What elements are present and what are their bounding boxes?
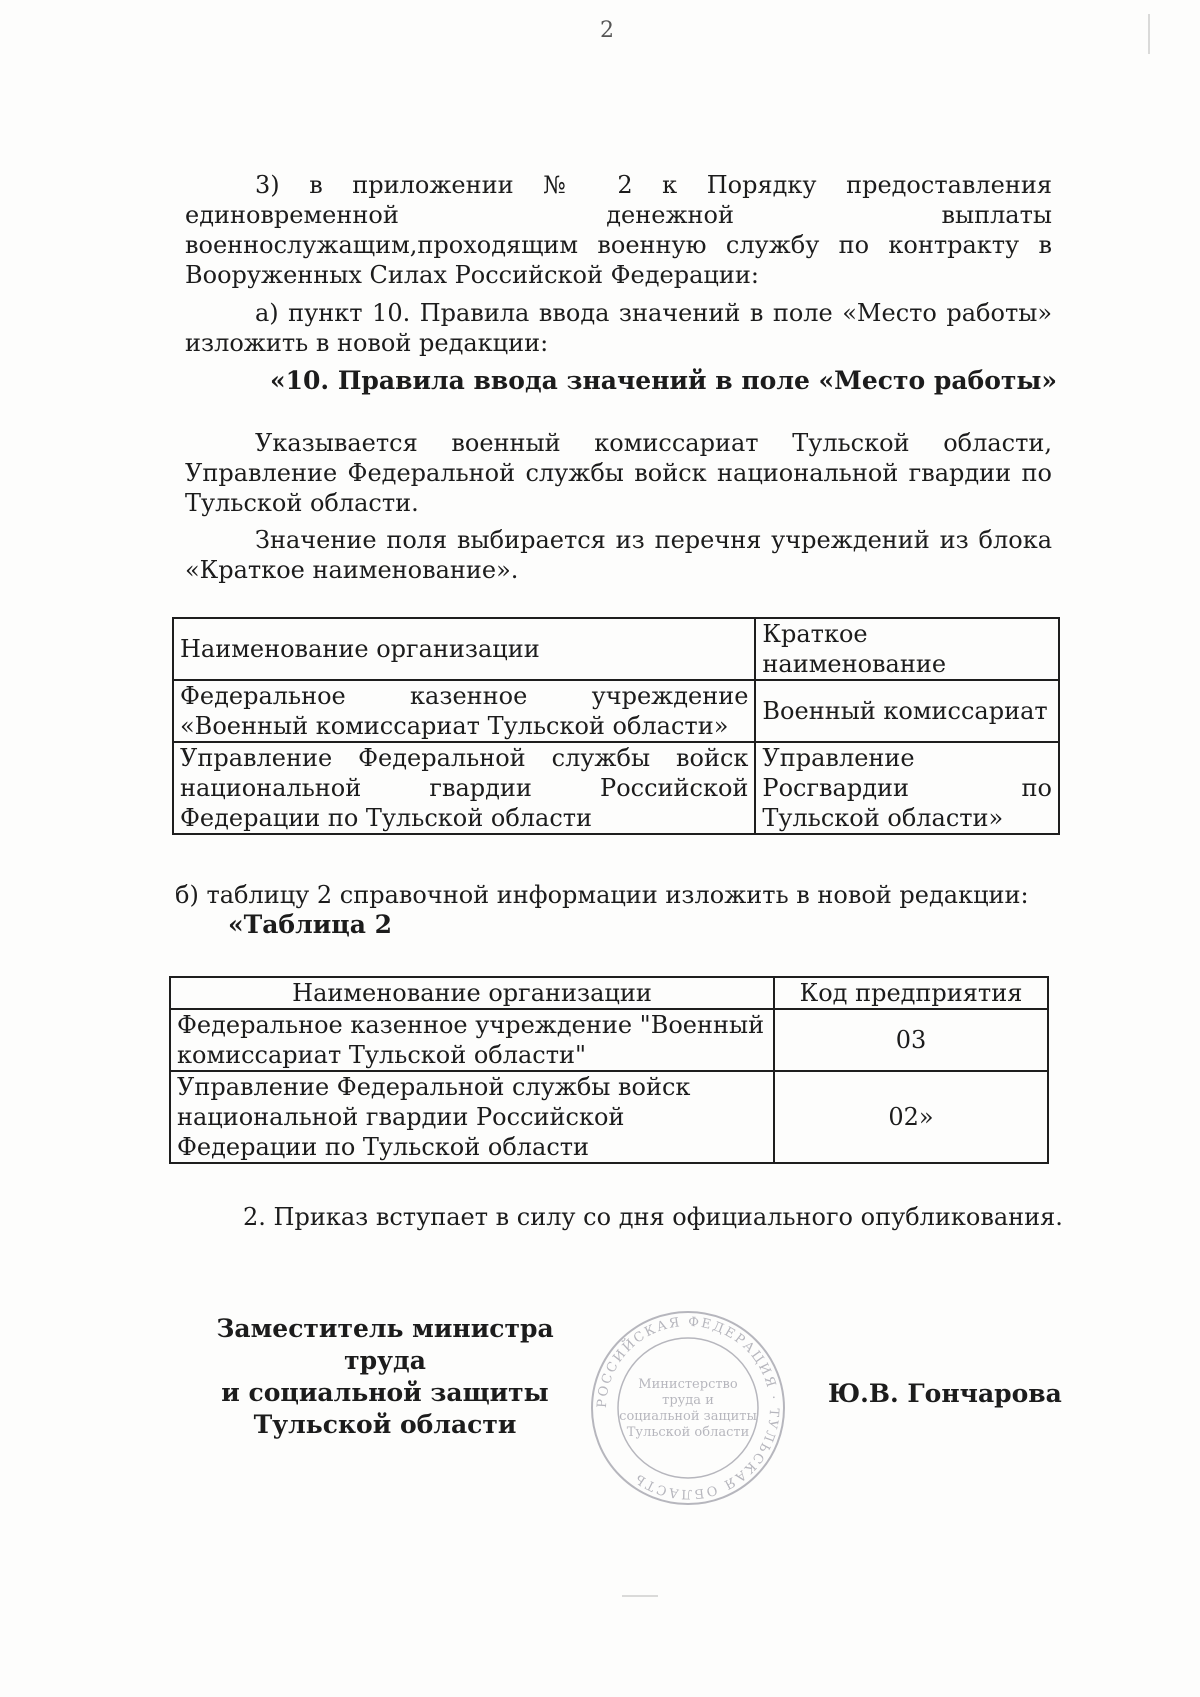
table-cell: Федеральное казенное учреждение «Военный комиссариат Тульской области» xyxy=(173,680,755,742)
item-a-text: а) пункт 10. Правила ввода значений в поле «Место работы» изложить в новой редакции: xyxy=(185,299,1052,357)
stamp-inner-ring xyxy=(618,1338,758,1478)
table-row xyxy=(170,977,1048,1009)
scan-artifact xyxy=(1148,14,1150,54)
signature-position-line: Тульской области xyxy=(253,1410,517,1439)
table-header-cell: Краткое наименование xyxy=(755,618,1059,680)
stamp-inner-text: Тульской области xyxy=(626,1425,750,1440)
signature-position xyxy=(190,1313,580,1441)
table-cell: Управление Федеральной службы войск национальной гвардии Российской Федерации по Тульской области xyxy=(173,742,755,834)
table-row xyxy=(170,1009,1048,1071)
table-row xyxy=(173,742,1059,834)
table-2-title: «Таблица 2 xyxy=(228,910,393,939)
stamp-outer-ring xyxy=(592,1312,784,1504)
table-row xyxy=(173,680,1059,742)
point-10-text-2: Значение поля выбирается из перечня учреждений из блока «Краткое наименование». xyxy=(185,526,1052,584)
table-2 xyxy=(169,976,1049,1164)
signatory-name: Ю.В. Гончарова xyxy=(828,1379,1062,1408)
stamp-inner-text: социальной защиты xyxy=(619,1409,757,1424)
section-2-text: 2. Приказ вступает в силу со дня официального опубликования. xyxy=(243,1203,1063,1231)
table-header-cell: Код предприятия xyxy=(774,977,1048,1009)
item-b-text: б) таблицу 2 справочной информации изложить в новой редакции: xyxy=(175,881,1029,909)
signature-position-line: и социальной защиты xyxy=(221,1378,549,1407)
stamp-inner-text: Министерство xyxy=(638,1377,738,1392)
table-header-cell: Наименование организации xyxy=(173,618,755,680)
official-stamp xyxy=(588,1308,788,1508)
table-cell: 03 xyxy=(774,1009,1048,1071)
section-3-intro: 3) в приложении № 2 к Порядку предоставления единовременной денежной выплаты военнослужащим,проходящим военную службу по контракту в Вооруженных Силах Российской Федерации: xyxy=(185,171,1052,289)
stamp-inner-text: труда и xyxy=(662,1393,714,1408)
table-header-cell: Наименование организации xyxy=(170,977,774,1009)
page-number: 2 xyxy=(600,18,614,43)
table-row xyxy=(173,618,1059,680)
scan-artifact xyxy=(622,1595,658,1597)
table-cell: Управление Федеральной службы войск национальной гвардии Российской Федерации по Тульской области xyxy=(170,1071,774,1163)
signature-position-line: Заместитель министра труда xyxy=(216,1314,554,1375)
table-cell: 02» xyxy=(774,1071,1048,1163)
point-10-text-1: Указывается военный комиссариат Тульской области, Управление Федеральной службы войск национальной гвардии по Тульской области. xyxy=(185,429,1052,517)
table-1 xyxy=(172,617,1060,835)
table-cell: Военный комиссариат xyxy=(755,680,1059,742)
table-cell: Федеральное казенное учреждение "Военный комиссариат Тульской области" xyxy=(170,1009,774,1071)
table-cell: Управление Росгвардии по Тульской области» xyxy=(755,742,1059,834)
table-row xyxy=(170,1071,1048,1163)
stamp-outer-text: РОССИЙСКАЯ ФЕДЕРАЦИЯ · ТУЛЬСКАЯ ОБЛАСТЬ xyxy=(594,1314,782,1502)
point-10-heading: «10. Правила ввода значений в поле «Место работы» xyxy=(270,366,1058,395)
